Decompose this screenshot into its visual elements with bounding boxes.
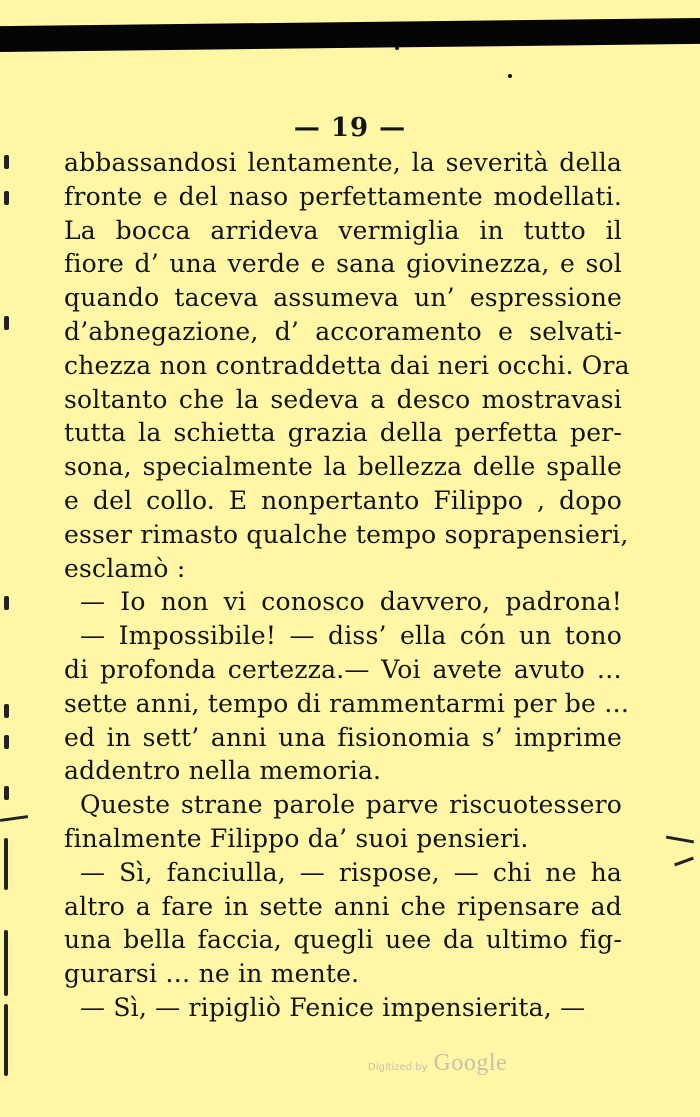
page-number: — 19 — bbox=[293, 113, 407, 143]
scan-speck bbox=[395, 46, 399, 50]
margin-mark bbox=[4, 155, 9, 169]
margin-mark bbox=[4, 930, 8, 996]
text-line: esser rimasto qualche tempo soprapensieri, bbox=[64, 519, 629, 549]
scan-speck bbox=[508, 74, 512, 78]
watermark-brand: Google bbox=[433, 1050, 508, 1076]
text-line: quando taceva assumeva un’ espressione bbox=[64, 283, 622, 313]
watermark-prefix: Digitized by bbox=[368, 1062, 428, 1073]
scan-top-dark-band bbox=[0, 18, 700, 52]
text-line: — Sì, fanciulla, — rispose, — chi ne ha bbox=[80, 857, 622, 887]
text-line: La bocca arrideva vermiglia in tutto il bbox=[64, 215, 622, 245]
margin-mark bbox=[4, 316, 9, 330]
text-line: Queste strane parole parve riscuotessero bbox=[80, 790, 622, 820]
margin-mark bbox=[4, 1004, 8, 1076]
text-line: una bella faccia, quegli uee da ultimo fig- bbox=[64, 925, 622, 955]
margin-mark bbox=[4, 596, 9, 610]
page-body-text bbox=[64, 146, 630, 1025]
text-line: — Io non vi conosco davvero, padrona! bbox=[80, 587, 622, 617]
margin-mark bbox=[4, 838, 8, 890]
text-line: e del collo. E nonpertanto Filippo , dopo bbox=[64, 485, 622, 515]
text-line: — Impossibile! — diss’ ella cón un tono bbox=[80, 621, 622, 651]
margin-mark bbox=[4, 735, 9, 749]
digitized-by-google-watermark bbox=[368, 1050, 588, 1078]
text-line: sette anni, tempo di rammentarmi per be … bbox=[64, 688, 630, 718]
text-line: abbassandosi lentamente, la severità della bbox=[64, 148, 622, 177]
text-line: chezza non contraddetta dai neri occhi. Ora bbox=[64, 350, 630, 380]
margin-mark bbox=[4, 704, 9, 718]
text-line: fronte e del naso perfettamente modellati. bbox=[64, 181, 622, 211]
text-line: finalmente Filippo da’ suoi pensieri. bbox=[64, 823, 529, 853]
text-line: di profonda certezza.— Voi avete avuto … bbox=[64, 654, 622, 684]
text-line: ed in sett’ anni una fisionomia s’ imprime bbox=[64, 722, 622, 752]
text-line: esclamò : bbox=[64, 553, 186, 583]
margin-mark bbox=[4, 191, 9, 205]
text-line: fiore d’ una verde e sana giovinezza, e sol bbox=[64, 249, 622, 279]
text-line: — Sì, — ripigliò Fenice impensierita, — bbox=[80, 992, 586, 1022]
text-line: sona, specialmente la bellezza delle spalle bbox=[64, 452, 622, 482]
text-line: soltanto che la sedeva a desco mostravasi bbox=[64, 384, 622, 414]
text-line: gurarsi … ne in mente. bbox=[64, 959, 360, 989]
text-line: addentro nella memoria. bbox=[64, 756, 382, 786]
margin-tick bbox=[0, 815, 28, 822]
text-line: altro a fare in sette anni che ripensare ad bbox=[64, 891, 622, 921]
margin-tick bbox=[666, 836, 694, 844]
text-line: d’abnegazione, d’ accoramento e selvati- bbox=[64, 316, 622, 346]
text-line: tutta la schietta grazia della perfetta per- bbox=[64, 418, 622, 448]
margin-tick bbox=[674, 857, 694, 867]
margin-mark bbox=[4, 786, 9, 800]
